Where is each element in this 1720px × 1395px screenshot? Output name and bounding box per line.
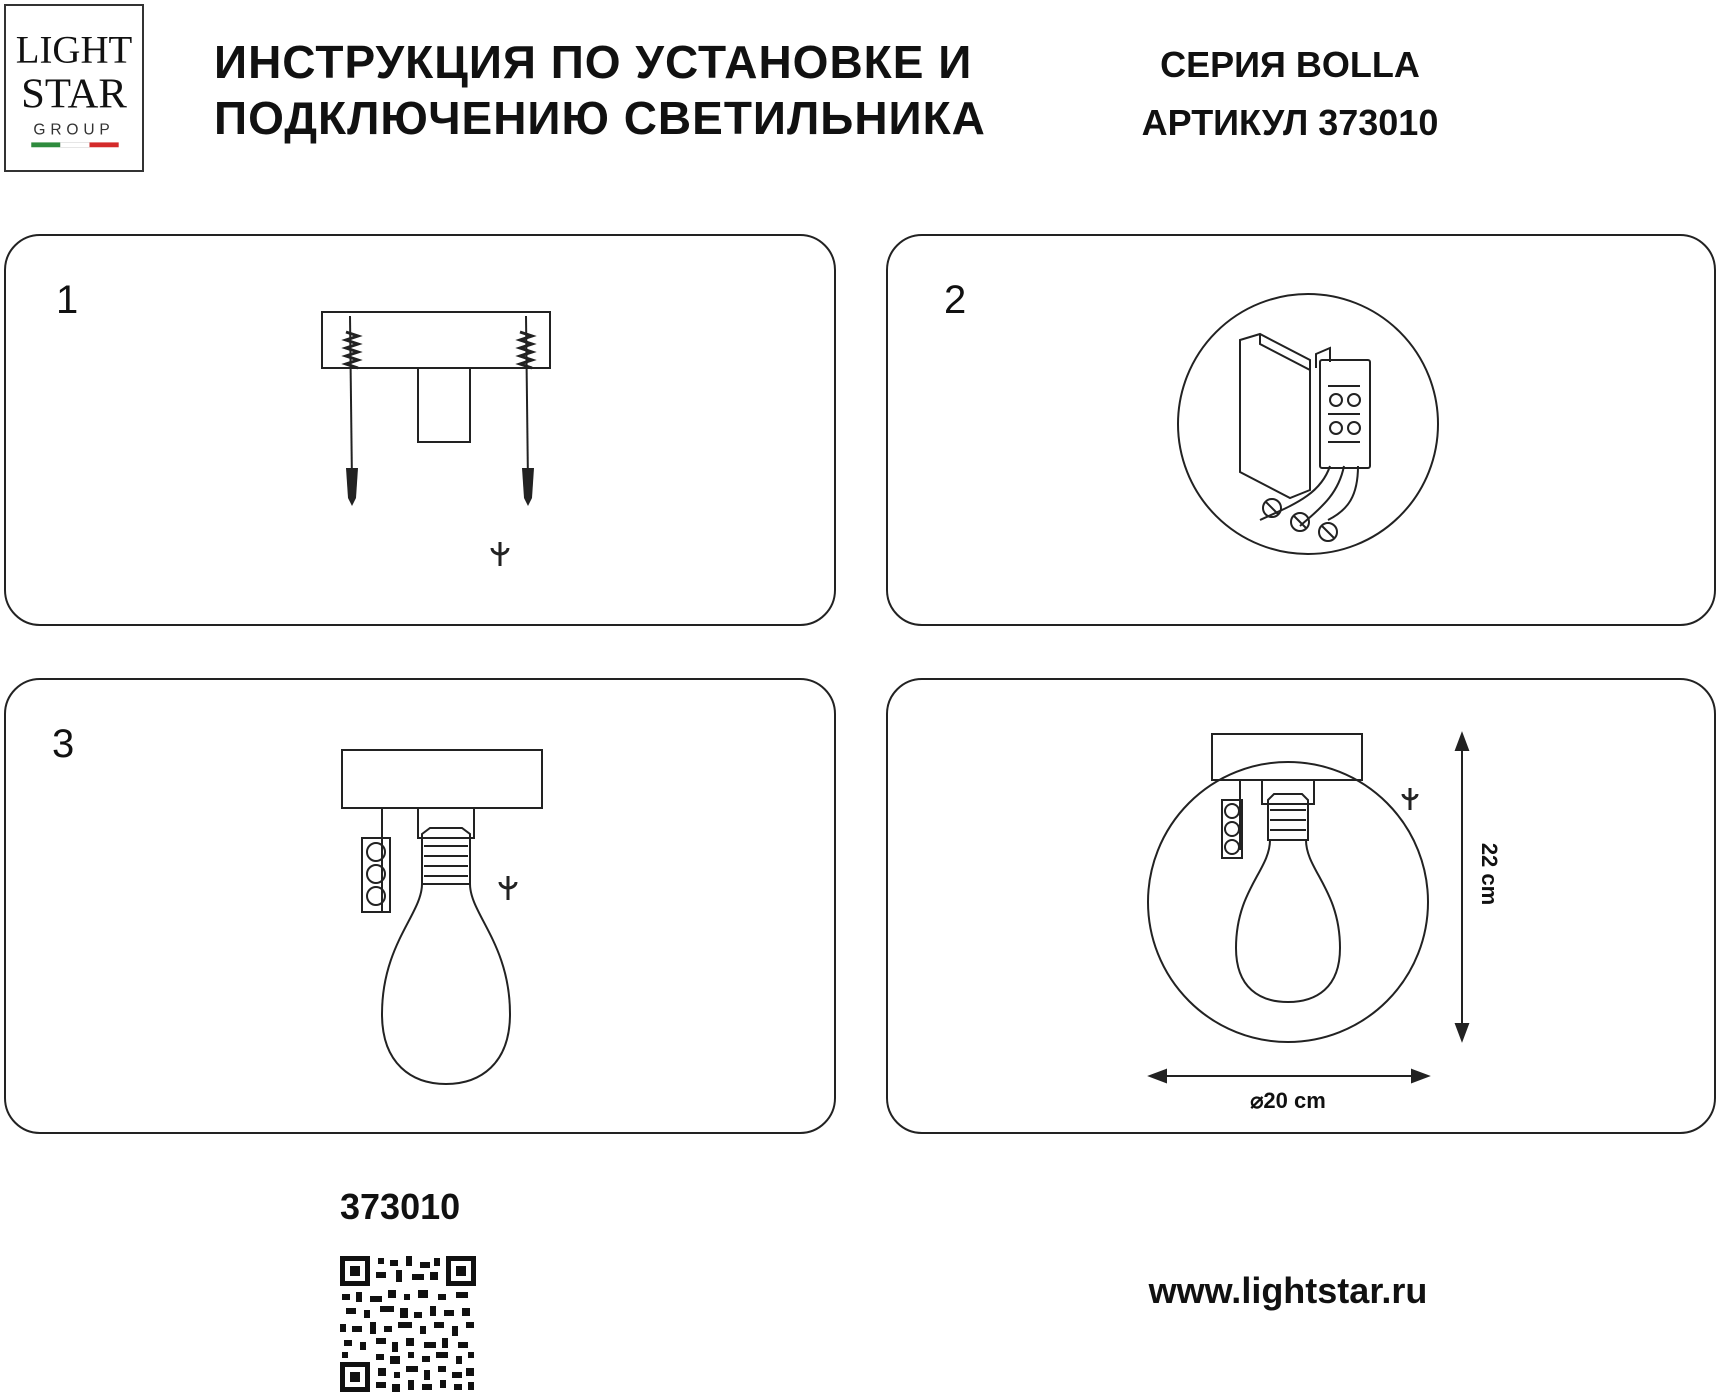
svg-text:LIGHT: LIGHT [15, 28, 133, 72]
brand-logo [4, 4, 144, 172]
height-label: 22 cm [1477, 842, 1502, 906]
bulb-install-illustration [6, 680, 838, 1136]
qr-code[interactable] [340, 1256, 476, 1392]
step-number: 2 [944, 278, 967, 322]
width-dimension [1150, 1070, 1428, 1082]
wiring-illustration [888, 236, 1718, 628]
screwdriver-icon [1403, 788, 1417, 810]
step-2-panel [886, 234, 1716, 626]
step-3-panel [4, 678, 836, 1134]
diameter-label: ⌀20 cm [1250, 1088, 1326, 1113]
step-1-panel [4, 234, 836, 626]
website-link[interactable]: www.lightstar.ru [1148, 1270, 1428, 1311]
svg-text:GROUP: GROUP [33, 121, 115, 139]
article-number: 373010 [340, 1186, 461, 1227]
title-line-1: ИНСТРУКЦИЯ ПО УСТАНОВКЕ И [214, 36, 973, 88]
logo-mark [6, 6, 142, 170]
step-number: 3 [52, 722, 75, 766]
step-4-panel [886, 678, 1716, 1134]
series-label: СЕРИЯ BOLLA [1160, 44, 1420, 85]
step-number: 1 [56, 278, 79, 322]
article-label: АРТИКУЛ 373010 [1141, 102, 1439, 143]
page-title [214, 34, 986, 146]
height-dimension [1456, 734, 1468, 1040]
mounting-plate-illustration [6, 236, 838, 628]
title-line-2: ПОДКЛЮЧЕНИЮ СВЕТИЛЬНИКА [214, 92, 986, 144]
product-info [1110, 36, 1470, 152]
dimensions-illustration [888, 680, 1718, 1136]
svg-text:STAR: STAR [21, 70, 127, 118]
screwdriver-icon [492, 542, 508, 566]
screwdriver-icon [500, 876, 516, 900]
